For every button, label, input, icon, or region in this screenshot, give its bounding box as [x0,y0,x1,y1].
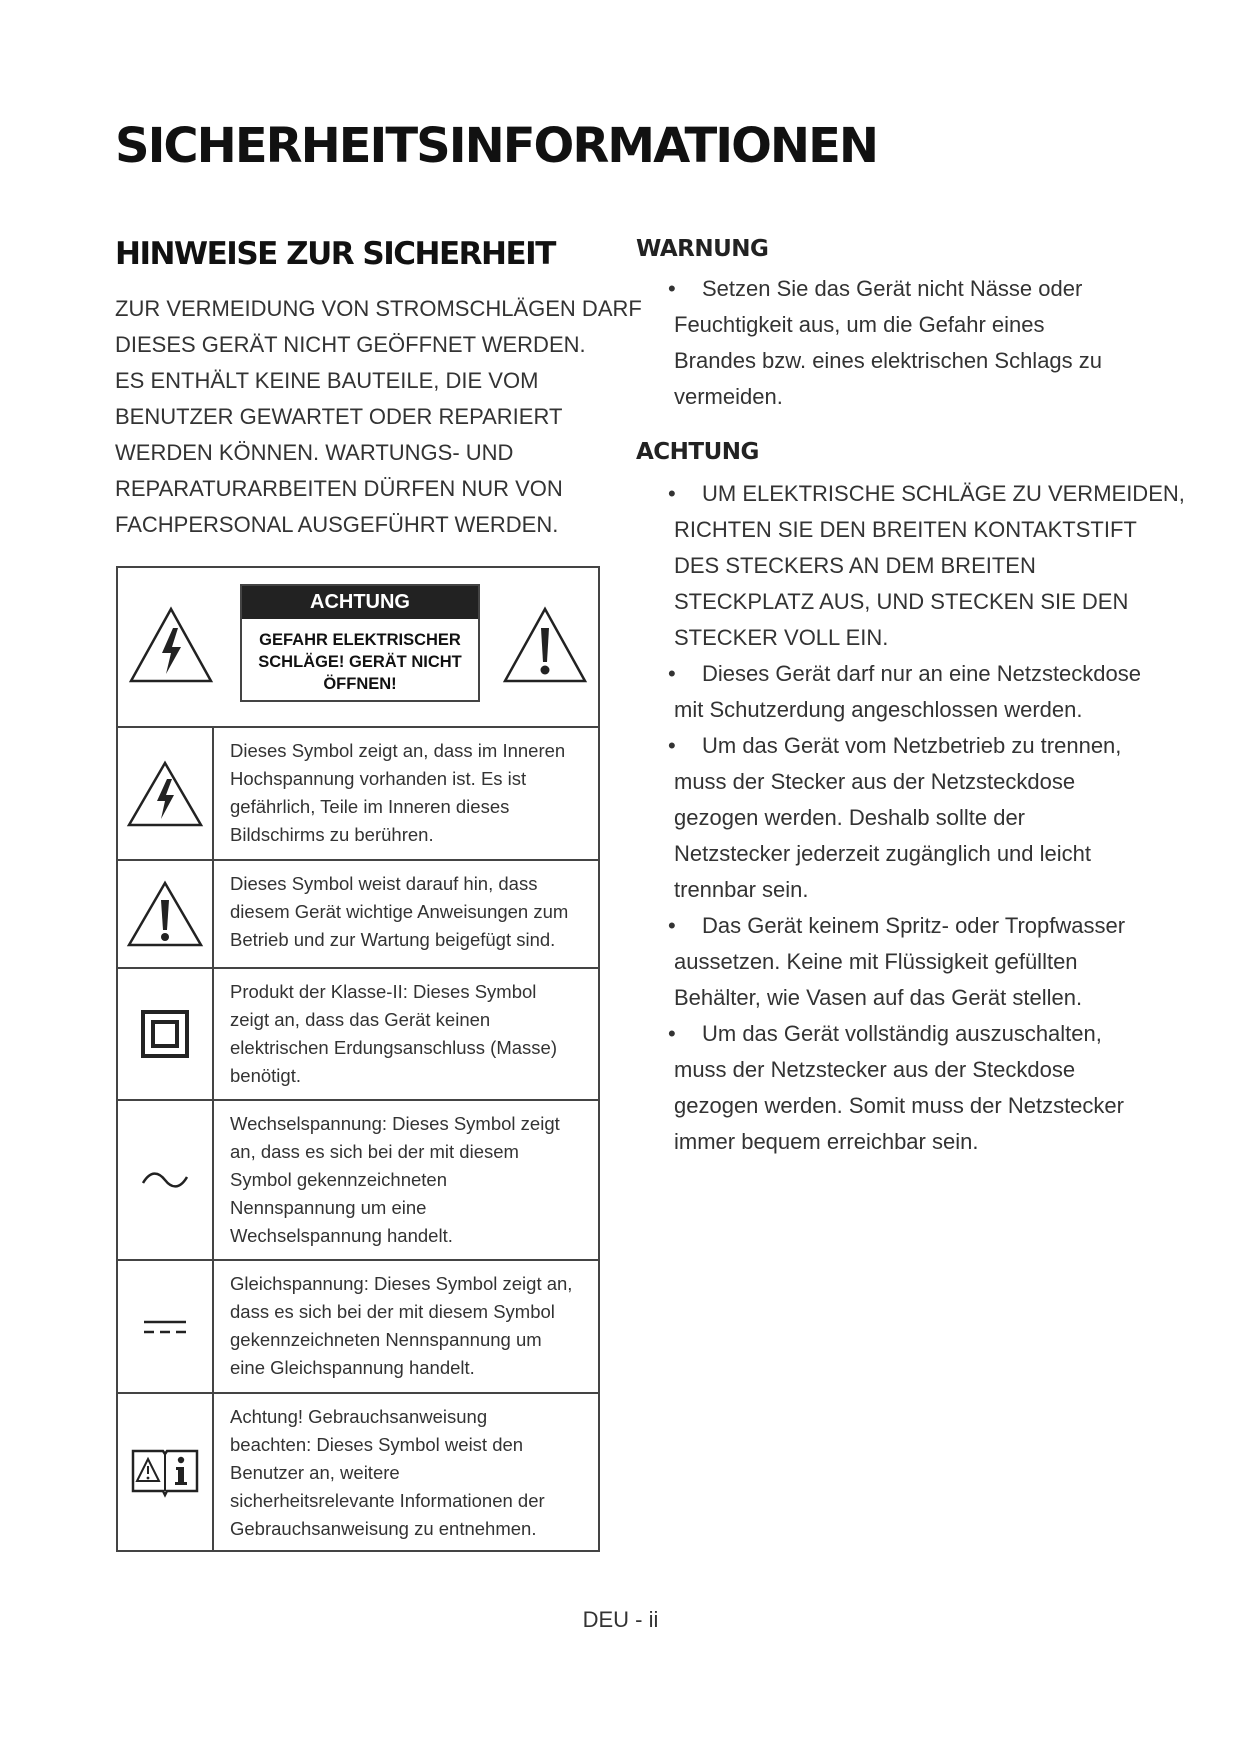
lightning-triangle-icon [128,606,214,684]
symbol-table [116,566,600,1552]
description-line: benötigt. [230,1065,301,1086]
symbol-row [118,1101,598,1261]
ac-wave-icon [140,1169,190,1191]
symbol-description [214,1261,582,1392]
page-number: DEU - ii [582,1607,659,1632]
description-line: dass es sich bei der mit diesem Symbol [230,1301,555,1322]
warning-list [636,271,1156,415]
exclamation-triangle-icon [126,880,204,948]
caution-list [636,476,1185,1160]
lightning-triangle-icon [126,760,204,828]
description-line: gefährlich, Teile im Inneren dieses [230,796,510,817]
description-line: Bildschirms zu berühren. [230,824,434,845]
description-line: Benutzer an, weitere [230,1462,400,1483]
safety-notes-heading: HINWEISE ZUR SICHERHEIT [115,236,555,272]
dc-voltage-icon [141,1316,189,1338]
description-line: Dieses Symbol weist darauf hin, dass [230,873,538,894]
symbol-row [118,728,598,861]
list-item: • Das Gerät keinem Spritz- oder Tropfwasser aussetzen. Keine mit Flüssigkeit gefüllten Behälter, wie Vasen auf das Gerät stellen. [668,913,1126,1010]
symbol-table-header [118,568,598,728]
description-line: Hochspannung vorhanden ist. Es ist [230,768,527,789]
list-item: • Dieses Gerät darf nur an eine Netzsteckdose mit Schutzerdung angeschlossen werden. [668,661,1142,722]
description-line: gekennzeichneten Nennspannung um [230,1329,542,1350]
intro-line: DIESES GERÄT NICHT GEÖFFNET WERDEN. [115,332,586,357]
list-item: • Um das Gerät vollständig auszuschalten, muss der Netzstecker aus der Steckdose gezogen werden. Somit muss der Netzstecker immer bequem erreichbar sein. [668,1021,1124,1154]
page-title: SICHERHEITSINFORMATIONEN [115,118,878,174]
caution-label-line: SCHLÄGE! GERÄT NICHT [258,653,462,671]
symbol-description [214,969,567,1099]
symbol-description [214,1101,570,1259]
symbol-row [118,1394,598,1550]
warning-heading: WARNUNG [636,236,769,262]
description-line: Symbol gekennzeichneten [230,1169,448,1190]
list-item: • Um das Gerät vom Netzbetrieb zu trennen, muss der Stecker aus der Netzsteckdose gezogen werden. Deshalb sollte der Netzstecker jederzeit zugänglich und leicht trennbar sein. [668,733,1122,902]
exclamation-triangle-icon [502,606,588,684]
symbol-row [118,1261,598,1394]
safety-intro-text [115,291,642,543]
description-line: sicherheitsrelevante Informationen der [230,1490,545,1511]
description-line: Wechselspannung handelt. [230,1225,453,1246]
right-column [636,236,1185,1160]
description-line: Wechselspannung: Dieses Symbol zeigt [230,1113,560,1134]
description-line: eine Gleichspannung handelt. [230,1357,475,1378]
description-line: Gebrauchsanweisung zu entnehmen. [230,1518,537,1539]
description-line: Betrieb und zur Wartung beigefügt sind. [230,929,556,950]
symbol-description [214,861,578,967]
symbol-description [214,728,575,859]
list-item: • Setzen Sie das Gerät nicht Nässe oder Feuchtigkeit aus, um die Gefahr eines Brandes bzw. eines elektrischen Schlags zu vermeiden. [668,276,1103,409]
caution-label-box [240,584,480,702]
description-line: elektrischen Erdungsanschluss (Masse) [230,1037,557,1058]
description-line: an, dass es sich bei der mit diesem [230,1141,519,1162]
intro-line: WERDEN KÖNNEN. WARTUNGS- UND [115,440,514,465]
description-line: zeigt an, dass das Gerät keinen [230,1009,491,1030]
symbol-row [118,969,598,1101]
symbol-row [118,861,598,969]
symbol-description [214,1394,555,1550]
left-column [115,236,642,543]
caution-label-title: ACHTUNG [242,586,478,619]
caution-label-text [242,619,478,695]
intro-line: FACHPERSONAL AUSGEFÜHRT WERDEN. [115,512,559,537]
description-line: diesem Gerät wichtige Anweisungen zum [230,901,569,922]
description-line: Achtung! Gebrauchsanweisung [230,1406,488,1427]
intro-line: BENUTZER GEWARTET ODER REPARIERT [115,404,563,429]
class-ii-icon [140,1009,190,1059]
list-item: • UM ELEKTRISCHE SCHLÄGE ZU VERMEIDEN, RICHTEN SIE DEN BREITEN KONTAKTSTIFT DES STECKERS AN DEM BREITEN STECKPLATZ AUS, UND STECKEN SIE DEN STECKER VOLL EIN. [668,481,1185,650]
caution-heading: ACHTUNG [636,439,759,465]
description-line: Nennspannung um eine [230,1197,427,1218]
intro-line: ES ENTHÄLT KEINE BAUTEILE, DIE VOM [115,368,539,393]
description-line: Dieses Symbol zeigt an, dass im Inneren [230,740,566,761]
description-line: beachten: Dieses Symbol weist den [230,1434,524,1455]
caution-label-line: GEFAHR ELEKTRISCHER [259,631,461,649]
description-line: Gleichspannung: Dieses Symbol zeigt an, [230,1273,573,1294]
description-line: Produkt der Klasse-II: Dieses Symbol [230,981,537,1002]
manual-info-icon [130,1445,200,1499]
intro-line: REPARATURARBEITEN DÜRFEN NUR VON [115,476,563,501]
intro-line: ZUR VERMEIDUNG VON STROMSCHLÄGEN DARF [115,296,642,321]
caution-label-line: ÖFFNEN! [323,675,397,693]
